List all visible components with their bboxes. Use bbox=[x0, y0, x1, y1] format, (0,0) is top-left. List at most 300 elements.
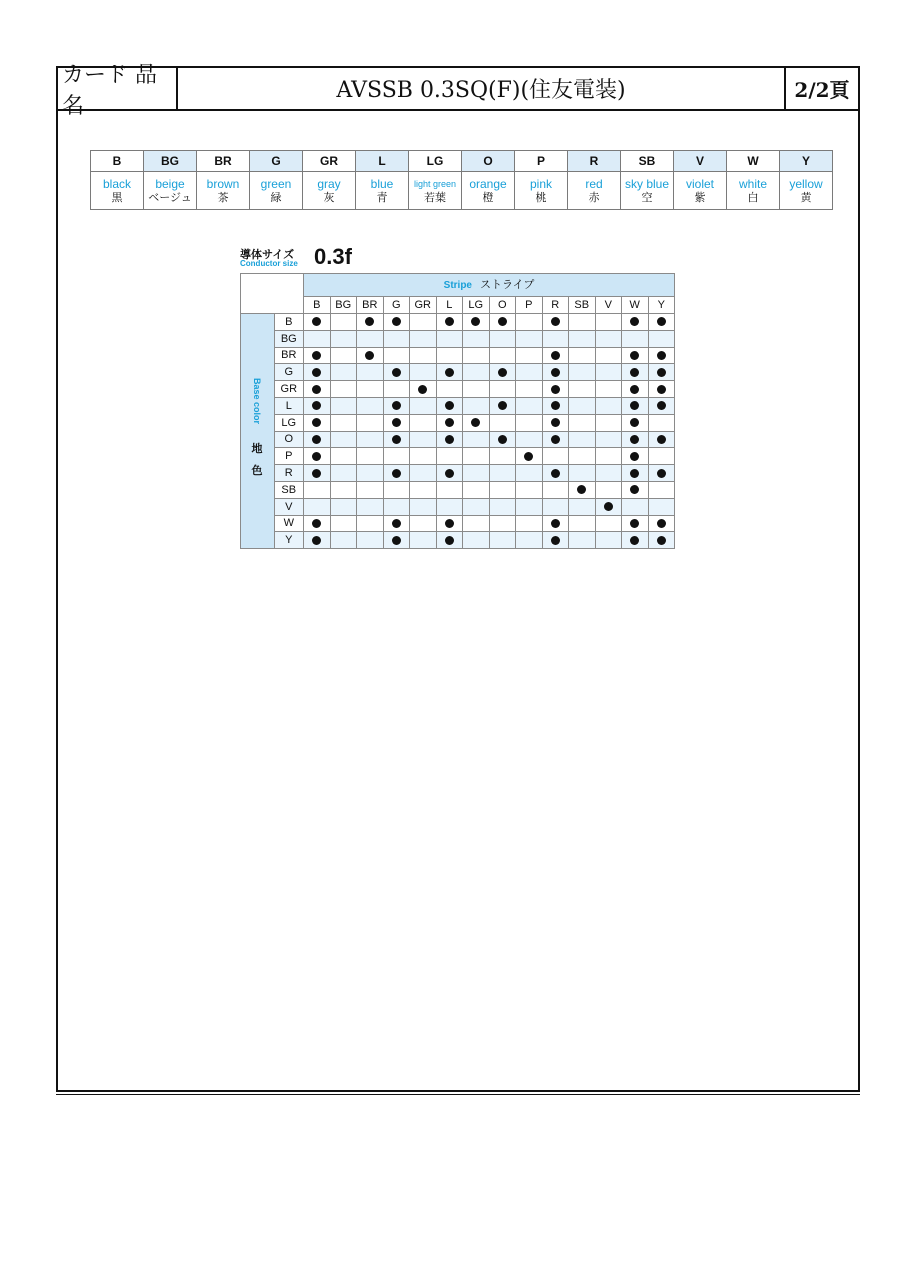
availability-dot-icon bbox=[657, 536, 666, 545]
matrix-cell bbox=[410, 314, 437, 331]
base-color-row-header: SB bbox=[274, 481, 303, 498]
conductor-size-label-en: Conductor size bbox=[240, 259, 298, 268]
matrix-cell bbox=[516, 347, 543, 364]
availability-dot-icon bbox=[657, 368, 666, 377]
color-legend-table bbox=[90, 150, 833, 210]
matrix-cell bbox=[489, 431, 516, 448]
matrix-cell bbox=[489, 532, 516, 549]
base-color-side-label bbox=[241, 314, 275, 549]
legend-name-en: white bbox=[738, 176, 767, 191]
stripe-column-header-row bbox=[241, 297, 675, 314]
legend-code: B bbox=[91, 151, 144, 172]
matrix-cell bbox=[383, 381, 410, 398]
matrix-row bbox=[241, 431, 675, 448]
matrix-corner bbox=[241, 274, 304, 314]
matrix-cell bbox=[489, 465, 516, 482]
matrix-row bbox=[241, 448, 675, 465]
legend-name-cell bbox=[91, 172, 144, 210]
legend-name-cell bbox=[674, 172, 727, 210]
matrix-cell bbox=[436, 431, 463, 448]
stripe-column-header: SB bbox=[569, 297, 596, 314]
matrix-cell bbox=[436, 532, 463, 549]
base-color-row-header: GR bbox=[274, 381, 303, 398]
matrix-row bbox=[241, 465, 675, 482]
legend-code: R bbox=[568, 151, 621, 172]
matrix-cell bbox=[330, 498, 357, 515]
stripe-column-header: BR bbox=[357, 297, 384, 314]
stripe-label-en: Stripe bbox=[443, 279, 472, 291]
matrix-cell bbox=[622, 414, 649, 431]
matrix-cell bbox=[648, 381, 675, 398]
matrix-cell bbox=[542, 481, 569, 498]
matrix-cell bbox=[463, 414, 490, 431]
matrix-cell bbox=[304, 515, 331, 532]
matrix-cell bbox=[383, 330, 410, 347]
availability-dot-icon bbox=[392, 519, 401, 528]
matrix-cell bbox=[463, 498, 490, 515]
matrix-cell bbox=[648, 414, 675, 431]
matrix-cell bbox=[436, 397, 463, 414]
matrix-row bbox=[241, 330, 675, 347]
matrix-cell bbox=[489, 364, 516, 381]
availability-dot-icon bbox=[657, 401, 666, 410]
stripe-column-header: B bbox=[304, 297, 331, 314]
availability-dot-icon bbox=[630, 385, 639, 394]
matrix-cell bbox=[648, 498, 675, 515]
matrix-cell bbox=[542, 448, 569, 465]
base-color-row-header: W bbox=[274, 515, 303, 532]
legend-name-cell bbox=[409, 172, 462, 210]
matrix-cell bbox=[330, 381, 357, 398]
matrix-cell bbox=[569, 314, 596, 331]
availability-dot-icon bbox=[630, 418, 639, 427]
header-label: カード 品名 bbox=[58, 68, 178, 109]
matrix-cell bbox=[330, 481, 357, 498]
matrix-cell bbox=[463, 381, 490, 398]
base-color-row-header: Y bbox=[274, 532, 303, 549]
legend-name-jp: 若葉 bbox=[424, 191, 446, 204]
availability-dot-icon bbox=[312, 385, 321, 394]
matrix-cell bbox=[304, 448, 331, 465]
page-frame bbox=[56, 62, 860, 1092]
matrix-cell bbox=[330, 330, 357, 347]
legend-code: LG bbox=[409, 151, 462, 172]
availability-dot-icon bbox=[445, 368, 454, 377]
stripe-column-header: R bbox=[542, 297, 569, 314]
matrix-cell bbox=[542, 431, 569, 448]
matrix-cell bbox=[489, 414, 516, 431]
matrix-cell bbox=[436, 381, 463, 398]
matrix-row bbox=[241, 381, 675, 398]
frame-double-rule bbox=[56, 1094, 860, 1095]
base-color-row-header: LG bbox=[274, 414, 303, 431]
matrix-cell bbox=[330, 314, 357, 331]
availability-dot-icon bbox=[630, 452, 639, 461]
availability-dot-icon bbox=[471, 317, 480, 326]
matrix-cell bbox=[330, 414, 357, 431]
matrix-cell bbox=[436, 481, 463, 498]
availability-dot-icon bbox=[392, 418, 401, 427]
legend-name-cell bbox=[515, 172, 568, 210]
stripe-column-header: LG bbox=[463, 297, 490, 314]
legend-code: BG bbox=[144, 151, 197, 172]
legend-name-cell bbox=[727, 172, 780, 210]
matrix-cell bbox=[463, 314, 490, 331]
legend-name-jp: 青 bbox=[376, 191, 388, 204]
availability-dot-icon bbox=[630, 401, 639, 410]
legend-name-jp: 茶 bbox=[217, 191, 229, 204]
matrix-cell bbox=[357, 381, 384, 398]
legend-code: V bbox=[674, 151, 727, 172]
matrix-cell bbox=[383, 448, 410, 465]
matrix-cell bbox=[489, 314, 516, 331]
matrix-cell bbox=[410, 414, 437, 431]
matrix-cell bbox=[569, 481, 596, 498]
matrix-cell bbox=[383, 397, 410, 414]
legend-code: SB bbox=[621, 151, 674, 172]
conductor-size-label-jp: 導体サイズ bbox=[240, 249, 295, 261]
matrix-cell bbox=[304, 465, 331, 482]
legend-name-cell bbox=[197, 172, 250, 210]
matrix-cell bbox=[569, 515, 596, 532]
legend-name-en: green bbox=[260, 176, 292, 191]
availability-dot-icon bbox=[445, 519, 454, 528]
stripe-column-header: P bbox=[516, 297, 543, 314]
matrix-cell bbox=[436, 414, 463, 431]
availability-dot-icon bbox=[630, 469, 639, 478]
availability-dot-icon bbox=[392, 536, 401, 545]
matrix-cell bbox=[622, 448, 649, 465]
legend-name-jp: 灰 bbox=[323, 191, 335, 204]
legend-name-en: orange bbox=[469, 176, 507, 191]
availability-dot-icon bbox=[445, 401, 454, 410]
matrix-cell bbox=[410, 448, 437, 465]
matrix-cell bbox=[330, 448, 357, 465]
availability-dot-icon bbox=[657, 469, 666, 478]
matrix-cell bbox=[542, 364, 569, 381]
availability-dot-icon bbox=[392, 435, 401, 444]
availability-dot-icon bbox=[312, 536, 321, 545]
availability-dot-icon bbox=[312, 368, 321, 377]
matrix-cell bbox=[436, 465, 463, 482]
availability-dot-icon bbox=[392, 469, 401, 478]
availability-dot-icon bbox=[392, 317, 401, 326]
matrix-cell bbox=[622, 381, 649, 398]
availability-dot-icon bbox=[312, 469, 321, 478]
legend-name-jp: 白 bbox=[747, 191, 759, 204]
legend-name-cell bbox=[780, 172, 833, 210]
legend-name-cell bbox=[144, 172, 197, 210]
availability-dot-icon bbox=[657, 519, 666, 528]
matrix-cell bbox=[569, 431, 596, 448]
matrix-cell bbox=[595, 481, 622, 498]
matrix-cell bbox=[463, 431, 490, 448]
stripe-column-header: O bbox=[489, 297, 516, 314]
legend-name-cell bbox=[250, 172, 303, 210]
availability-dot-icon bbox=[551, 351, 560, 360]
legend-code: W bbox=[727, 151, 780, 172]
legend-name-jp: 赤 bbox=[588, 191, 600, 204]
matrix-cell bbox=[330, 532, 357, 549]
page-number: 2/2頁 bbox=[784, 68, 858, 109]
matrix-cell bbox=[357, 498, 384, 515]
legend-code: P bbox=[515, 151, 568, 172]
availability-dot-icon bbox=[551, 469, 560, 478]
base-label-en: Base color bbox=[252, 378, 262, 425]
matrix-cell bbox=[648, 431, 675, 448]
header-bar bbox=[58, 62, 858, 119]
stripe-column-header: BG bbox=[330, 297, 357, 314]
availability-dot-icon bbox=[630, 435, 639, 444]
matrix-row bbox=[241, 414, 675, 431]
stripe-column-header: W bbox=[622, 297, 649, 314]
legend-code: O bbox=[462, 151, 515, 172]
matrix-cell bbox=[569, 465, 596, 482]
matrix-cell bbox=[410, 330, 437, 347]
matrix-cell bbox=[622, 481, 649, 498]
matrix-cell bbox=[622, 431, 649, 448]
base-color-row-header: O bbox=[274, 431, 303, 448]
matrix-cell bbox=[648, 397, 675, 414]
base-color-row-header: L bbox=[274, 397, 303, 414]
matrix-cell bbox=[357, 314, 384, 331]
matrix-cell bbox=[410, 515, 437, 532]
availability-dot-icon bbox=[312, 401, 321, 410]
matrix-cell bbox=[516, 465, 543, 482]
base-color-row-header: BG bbox=[274, 330, 303, 347]
availability-dot-icon bbox=[445, 435, 454, 444]
stripe-header bbox=[304, 274, 675, 297]
matrix-cell bbox=[516, 532, 543, 549]
matrix-cell bbox=[489, 448, 516, 465]
conductor-size-value: 0.3f bbox=[314, 244, 352, 269]
matrix-cell bbox=[648, 347, 675, 364]
matrix-cell bbox=[489, 498, 516, 515]
matrix-cell bbox=[357, 448, 384, 465]
availability-dot-icon bbox=[524, 452, 533, 461]
matrix-cell bbox=[542, 397, 569, 414]
matrix-cell bbox=[648, 532, 675, 549]
matrix-cell bbox=[410, 364, 437, 381]
matrix-cell bbox=[436, 364, 463, 381]
availability-dot-icon bbox=[630, 536, 639, 545]
matrix-cell bbox=[436, 347, 463, 364]
legend-name-en: yellow bbox=[789, 176, 823, 191]
legend-name-en: gray bbox=[317, 176, 341, 191]
availability-dot-icon bbox=[577, 485, 586, 494]
stripe-column-header: L bbox=[436, 297, 463, 314]
matrix-row bbox=[241, 515, 675, 532]
base-color-row-header: P bbox=[274, 448, 303, 465]
matrix-cell bbox=[595, 397, 622, 414]
matrix-cell bbox=[489, 347, 516, 364]
matrix-cell bbox=[383, 532, 410, 549]
matrix-cell bbox=[542, 381, 569, 398]
matrix-cell bbox=[569, 498, 596, 515]
matrix-cell bbox=[516, 515, 543, 532]
matrix-cell bbox=[357, 532, 384, 549]
matrix-cell bbox=[410, 465, 437, 482]
matrix-cell bbox=[383, 414, 410, 431]
availability-dot-icon bbox=[312, 418, 321, 427]
matrix-cell bbox=[622, 364, 649, 381]
matrix-cell bbox=[463, 330, 490, 347]
availability-dot-icon bbox=[551, 368, 560, 377]
matrix-cell bbox=[648, 364, 675, 381]
matrix-cell bbox=[330, 347, 357, 364]
matrix-cell bbox=[542, 347, 569, 364]
matrix-cell bbox=[383, 314, 410, 331]
matrix-cell bbox=[304, 347, 331, 364]
matrix-cell bbox=[436, 448, 463, 465]
matrix-cell bbox=[357, 515, 384, 532]
availability-dot-icon bbox=[392, 401, 401, 410]
matrix-cell bbox=[330, 465, 357, 482]
matrix-cell bbox=[383, 431, 410, 448]
legend-code: G bbox=[250, 151, 303, 172]
matrix-cell bbox=[357, 364, 384, 381]
matrix-row bbox=[241, 498, 675, 515]
matrix-cell bbox=[410, 532, 437, 549]
availability-dot-icon bbox=[630, 368, 639, 377]
matrix-cell bbox=[595, 498, 622, 515]
matrix-cell bbox=[569, 364, 596, 381]
matrix-cell bbox=[569, 532, 596, 549]
availability-dot-icon bbox=[312, 351, 321, 360]
availability-dot-icon bbox=[551, 435, 560, 444]
legend-name-cell bbox=[621, 172, 674, 210]
legend-code: Y bbox=[780, 151, 833, 172]
matrix-cell bbox=[542, 414, 569, 431]
matrix-cell bbox=[357, 397, 384, 414]
legend-name-en: black bbox=[102, 176, 131, 191]
legend-name-jp: 空 bbox=[641, 191, 653, 204]
availability-dot-icon bbox=[657, 351, 666, 360]
matrix-cell bbox=[357, 347, 384, 364]
matrix-cell bbox=[304, 498, 331, 515]
availability-dot-icon bbox=[551, 317, 560, 326]
matrix-cell bbox=[383, 515, 410, 532]
matrix-row bbox=[241, 481, 675, 498]
matrix-cell bbox=[622, 314, 649, 331]
legend-name-jp: 橙 bbox=[482, 191, 494, 204]
matrix-cell bbox=[463, 515, 490, 532]
matrix-cell bbox=[516, 364, 543, 381]
matrix-cell bbox=[357, 431, 384, 448]
matrix-cell bbox=[489, 397, 516, 414]
matrix-cell bbox=[436, 515, 463, 532]
matrix-cell bbox=[569, 414, 596, 431]
matrix-cell bbox=[516, 414, 543, 431]
matrix-cell bbox=[304, 414, 331, 431]
matrix-cell bbox=[489, 330, 516, 347]
base-color-row-header: B bbox=[274, 314, 303, 331]
availability-dot-icon bbox=[365, 351, 374, 360]
availability-dot-icon bbox=[630, 351, 639, 360]
matrix-cell bbox=[595, 515, 622, 532]
matrix-cell bbox=[569, 381, 596, 398]
stripe-column-header: V bbox=[595, 297, 622, 314]
matrix-cell bbox=[542, 314, 569, 331]
availability-dot-icon bbox=[418, 385, 427, 394]
matrix-cell bbox=[622, 515, 649, 532]
matrix-cell bbox=[330, 364, 357, 381]
availability-dot-icon bbox=[498, 368, 507, 377]
legend-name-cell bbox=[303, 172, 356, 210]
matrix-cell bbox=[357, 414, 384, 431]
matrix-cell bbox=[463, 364, 490, 381]
legend-name-en: beige bbox=[155, 176, 185, 191]
matrix-cell bbox=[569, 330, 596, 347]
matrix-cell bbox=[542, 465, 569, 482]
legend-name-jp: 黄 bbox=[800, 191, 812, 204]
matrix-cell bbox=[463, 532, 490, 549]
legend-name-en: pink bbox=[529, 176, 552, 191]
matrix-cell bbox=[648, 481, 675, 498]
availability-dot-icon bbox=[365, 317, 374, 326]
availability-dot-icon bbox=[445, 469, 454, 478]
legend-name-row bbox=[91, 172, 833, 210]
matrix-cell bbox=[516, 448, 543, 465]
matrix-row bbox=[241, 347, 675, 364]
matrix-cell bbox=[595, 364, 622, 381]
matrix-cell bbox=[542, 532, 569, 549]
matrix-cell bbox=[463, 347, 490, 364]
matrix-cell bbox=[383, 347, 410, 364]
matrix-cell bbox=[489, 515, 516, 532]
availability-dot-icon bbox=[604, 502, 613, 511]
matrix-cell bbox=[622, 465, 649, 482]
matrix-cell bbox=[622, 498, 649, 515]
availability-dot-icon bbox=[471, 418, 480, 427]
availability-dot-icon bbox=[551, 385, 560, 394]
stripe-header-row bbox=[241, 274, 675, 297]
matrix-cell bbox=[410, 347, 437, 364]
availability-dot-icon bbox=[551, 536, 560, 545]
matrix-cell bbox=[516, 498, 543, 515]
availability-dot-icon bbox=[498, 435, 507, 444]
legend-name-cell bbox=[568, 172, 621, 210]
availability-dot-icon bbox=[630, 485, 639, 494]
matrix-cell bbox=[383, 498, 410, 515]
legend-name-en: light green bbox=[413, 178, 457, 189]
availability-dot-icon bbox=[312, 435, 321, 444]
matrix-cell bbox=[595, 532, 622, 549]
matrix-cell bbox=[648, 465, 675, 482]
legend-name-cell bbox=[462, 172, 515, 210]
availability-dot-icon bbox=[445, 317, 454, 326]
matrix-cell bbox=[357, 465, 384, 482]
matrix-cell bbox=[463, 465, 490, 482]
availability-dot-icon bbox=[551, 418, 560, 427]
matrix-cell bbox=[542, 515, 569, 532]
availability-dot-icon bbox=[312, 452, 321, 461]
availability-dot-icon bbox=[551, 519, 560, 528]
matrix-cell bbox=[463, 481, 490, 498]
availability-dot-icon bbox=[551, 401, 560, 410]
matrix-cell bbox=[463, 397, 490, 414]
matrix-cell bbox=[410, 381, 437, 398]
availability-dot-icon bbox=[312, 519, 321, 528]
legend-name-en: blue bbox=[370, 176, 394, 191]
legend-code: L bbox=[356, 151, 409, 172]
matrix-cell bbox=[410, 431, 437, 448]
matrix-row bbox=[241, 532, 675, 549]
matrix-cell bbox=[357, 481, 384, 498]
matrix-cell bbox=[648, 330, 675, 347]
stripe-column-header: GR bbox=[410, 297, 437, 314]
matrix-cell bbox=[357, 330, 384, 347]
